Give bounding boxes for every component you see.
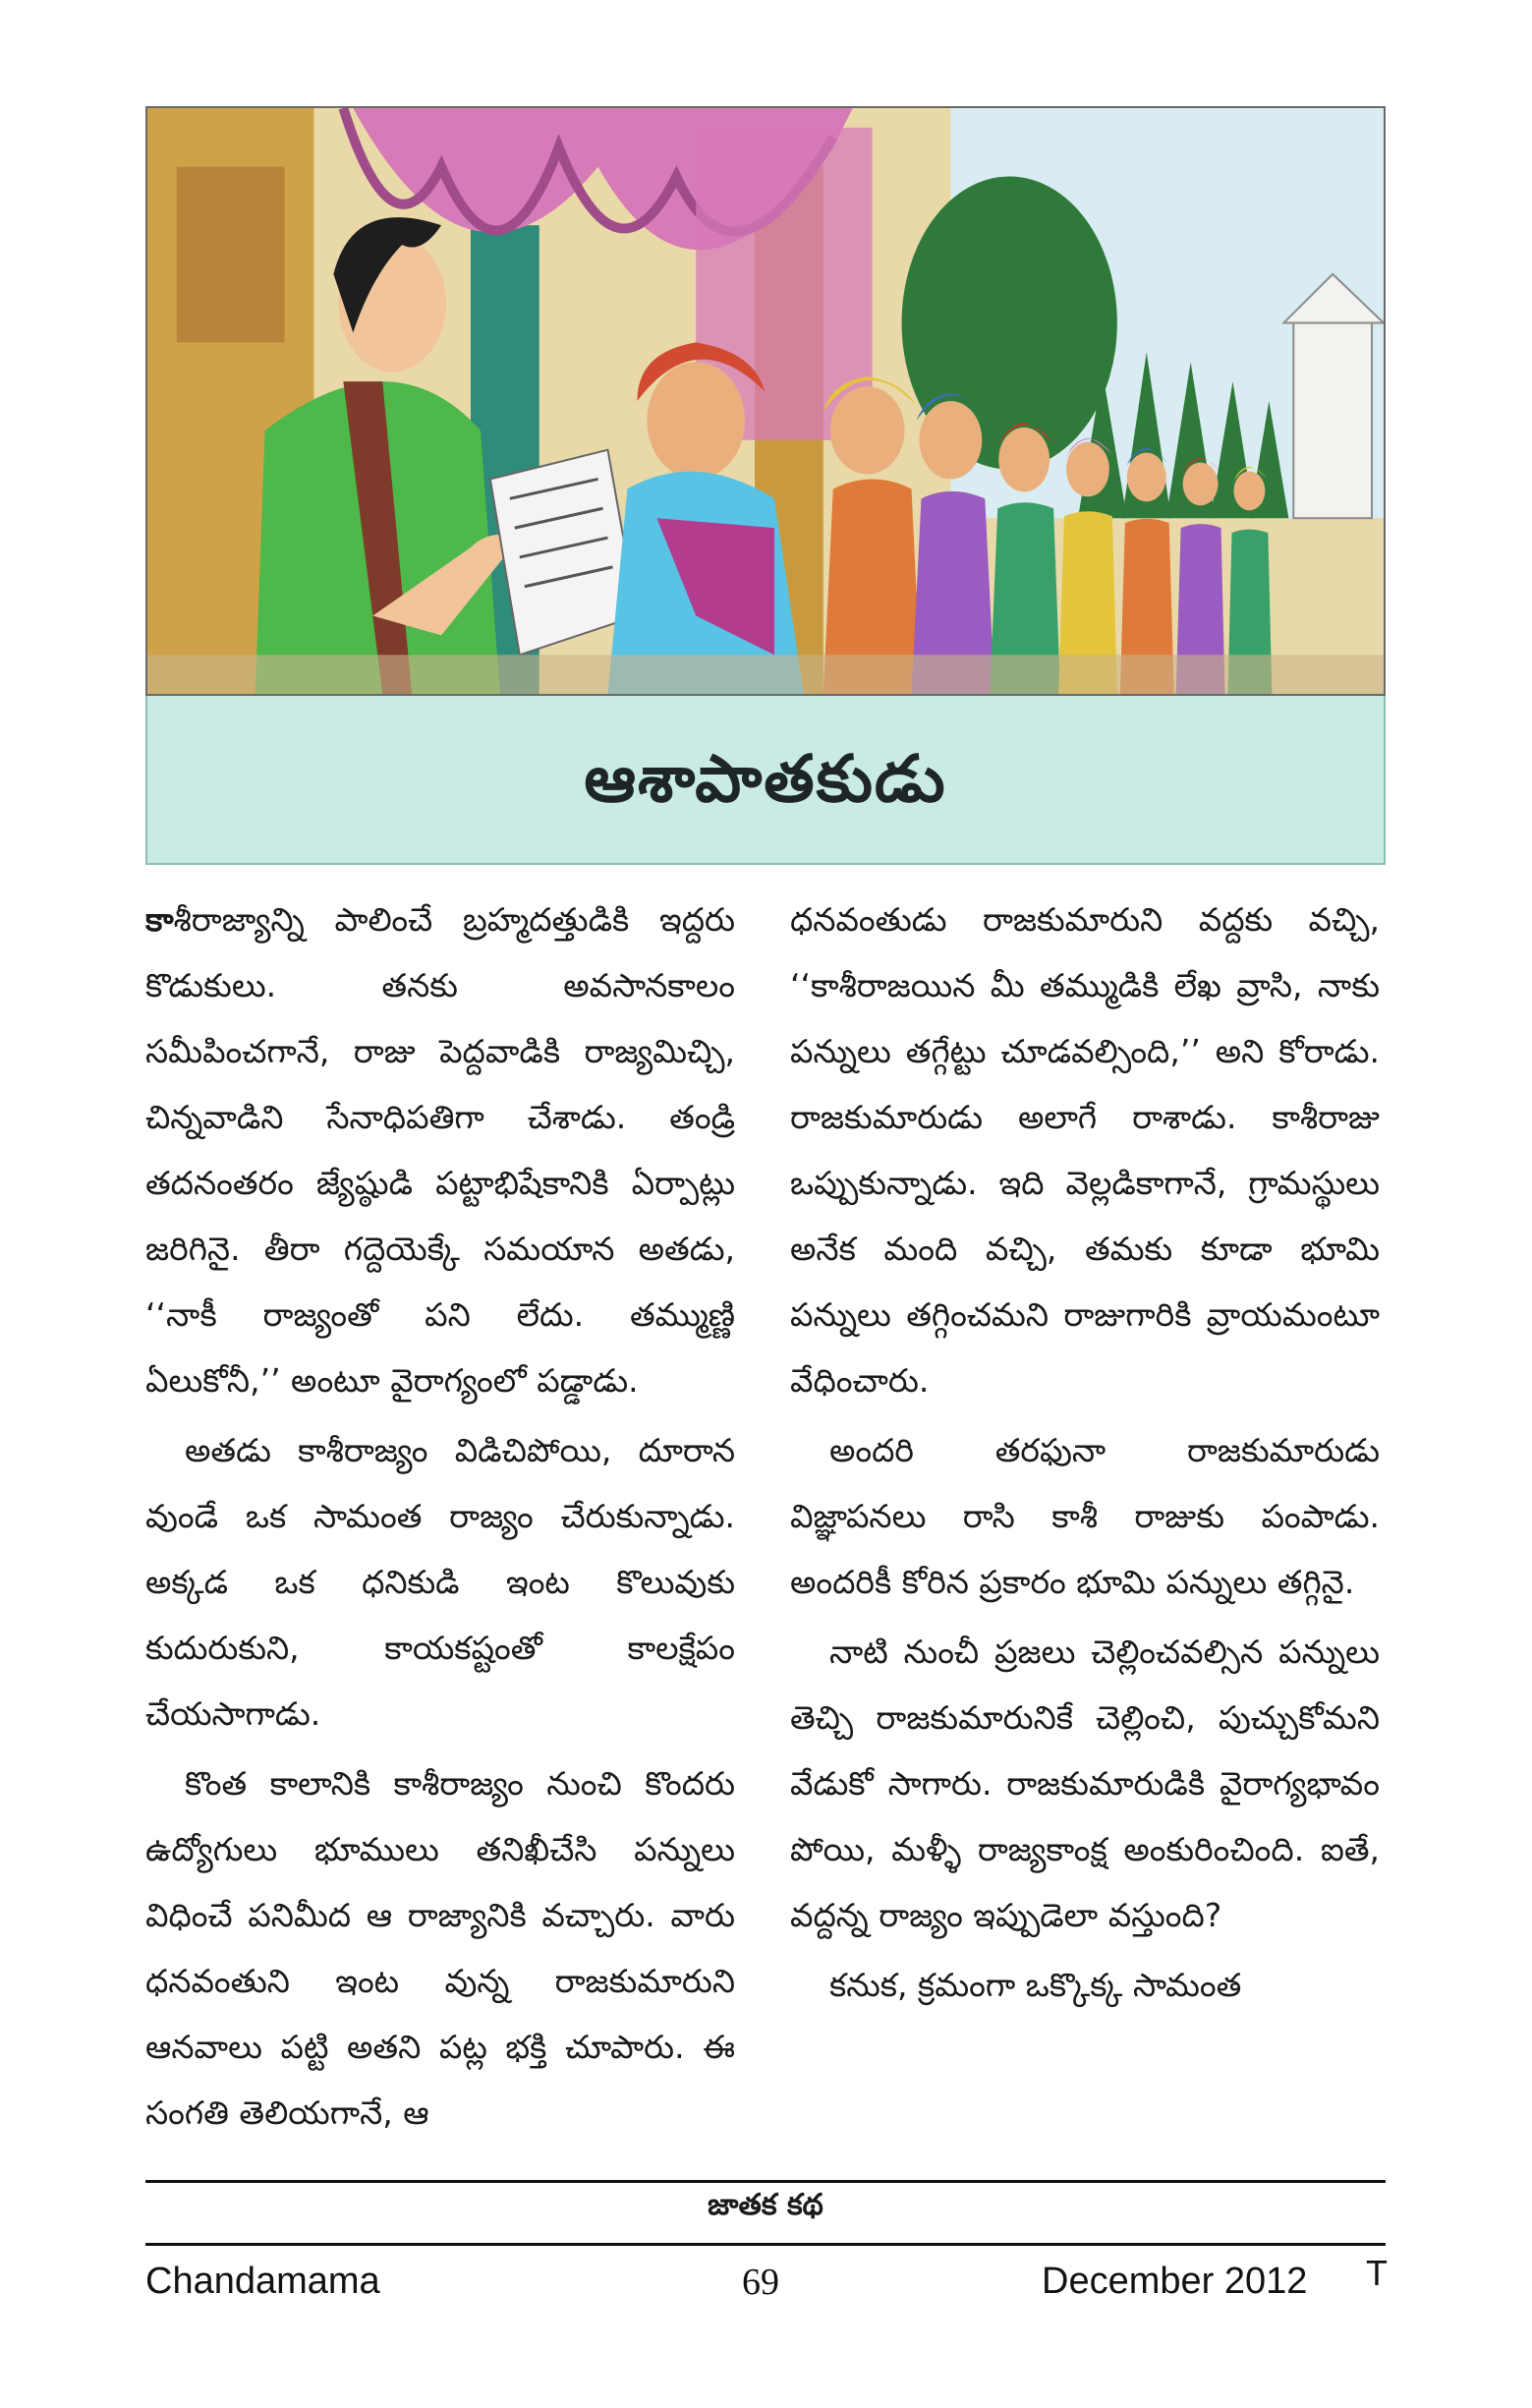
right-column <box>790 887 1380 2022</box>
section-title: జాతక కథ <box>708 2188 823 2222</box>
paragraph: ధనవంతుడు రాజకుమారుని వద్దకు వచ్చి, ‘‘కాశీరాజయిన మీ తమ్ముడికి లేఖ వ్రాసి, నాకు పన్నులు తగ్గేట్టు చూడవల్సింది,’’ అని కోరాడు. రాజకుమారుడు అలాగే రాశాడు. కాశీరాజు ఒప్పుకున్నాడు. ఇది వెల్లడికాగానే, గ్రామస్థులు అనేక మంది వచ్చి, తమకు కూడా భూమి పన్నులు తగ్గించమని రాజుగారికి వ్రాయమంటూ వేధించారు. <box>790 900 1380 1400</box>
print-mark: T <box>1366 2253 1388 2293</box>
issue-date: December 2012 <box>1042 2261 1308 2302</box>
paragraph <box>145 887 735 1413</box>
footer-rule-bottom <box>145 2243 1386 2246</box>
title-band <box>145 696 1386 865</box>
page-number: 69 <box>742 2262 779 2303</box>
drop-cap: కా <box>145 900 174 939</box>
story-illustration <box>145 106 1386 696</box>
story-title: ఆశాపాతకుడు <box>584 740 947 817</box>
court-scene-image <box>147 108 1384 694</box>
paragraph: కనుక, క్రమంగా ఒక్కొక్క సామంత <box>829 1966 1242 2004</box>
paragraph: కొంత కాలానికి కాశీరాజ్యం నుంచి కొందరు ఉద్యోగులు భూములు తనిఖీచేసి పన్నులు విధించే పనిమీద ఆ రాజ్యానికి వచ్చారు. వారు ధనవంతుని ఇంట వున్న రాజకుమారుని ఆనవాలు పట్టి అతని పట్ల భక్తి చూపారు. ఈ సంగతి తెలియగానే, ఆ <box>145 1764 735 2132</box>
paragraph-text: శీరాజ్యాన్ని పాలించే బ్రహ్మదత్తుడికి ఇద్దరు కొడుకులు. తనకు అవసానకాలం సమీపించగానే, రాజు పెద్దవాడికి రాజ్యమిచ్చి, చిన్నవాడిని సేనాధిపతిగా చేశాడు. తండ్రి తదనంతరం జ్యేష్ఠుడి పట్టాభిషేకానికి ఏర్పాట్లు జరిగినై. తీరా గద్దెయెక్కే సమయాన అతడు, ‘‘నాకీ రాజ్యంతో పని లేదు. తమ్ముణ్ణి ఏలుకోనీ,’’ అంటూ వైరాగ్యంలో పడ్డాడు. <box>145 900 735 1400</box>
article-body <box>145 887 1386 2164</box>
footer-rule-top <box>145 2180 1386 2183</box>
magazine-name: Chandamama <box>145 2261 380 2302</box>
paragraph: నాటి నుంచీ ప్రజలు చెల్లించవల్సిన పన్నులు తెచ్చి రాజకుమారునికే చెల్లించి, పుచ్చుకోమని వేడుకో సాగారు. రాజకుమారుడికి వైరాగ్యభావం పోయి, మళ్ళీ రాజ్యకాంక్ష అంకురించింది. ఐతే, వద్దన్న రాజ్యం ఇప్పుడెలా వస్తుంది? <box>790 1633 1380 1934</box>
paragraph: అందరి తరఫునా రాజకుమారుడు విజ్ఞాపనలు రాసి కాశీ రాజుకు పంపాడు. అందరికీ కోరిన ప్రకారం భూమి పన్నులు తగ్గినై. <box>790 1431 1380 1601</box>
paragraph: అతడు కాశీరాజ్యం విడిచిపోయి, దూరాన వుండే ఒక సామంత రాజ్యం చేరుకున్నాడు. అక్కడ ఒక ధనికుడి ఇంట కొలువుకు కుదురుకుని, కాయకష్టంతో కాలక్షేపం చేయసాగాడు. <box>145 1431 735 1733</box>
left-column <box>145 887 735 2150</box>
